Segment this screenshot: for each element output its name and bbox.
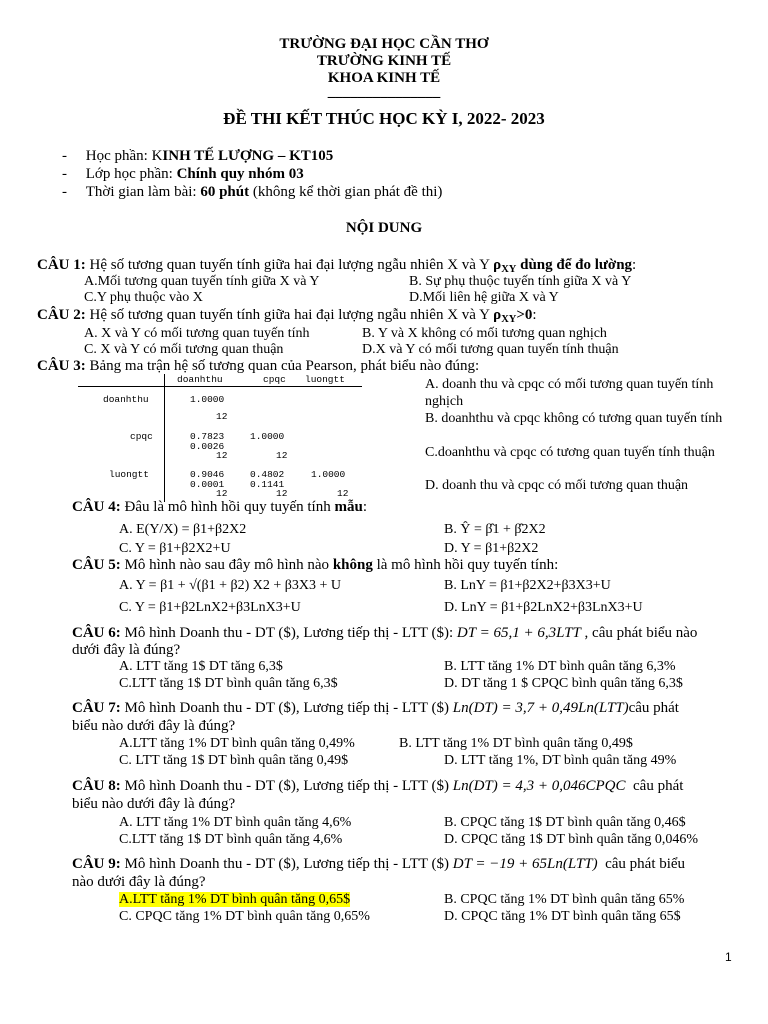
q6-option-c[interactable]: C.LTT tăng 1$ DT bình quân tăng 6,3$ xyxy=(119,676,338,691)
q9-stem: CÂU 9: Mô hình Doanh thu - DT ($), Lương tiếp thị - LTT ($) DT = −19 + 65Ln(LTT) câu phát biểu xyxy=(72,856,686,872)
q4-option-c[interactable]: C. Y = β1+β2X2+U xyxy=(119,541,231,556)
q2-option-d[interactable]: D.X và Y có mối tương quan tuyến tính thuận xyxy=(362,342,619,357)
q5-stem: CÂU 5: Mô hình nào sau đây mô hình nào không là mô hình hồi quy tuyến tính: xyxy=(72,557,559,573)
row-label-luongtt: luongtt xyxy=(109,469,149,480)
cell: 0.1141 xyxy=(250,479,285,490)
q1-option-b[interactable]: B. Sự phụ thuộc tuyến tính giữa X và Y xyxy=(409,274,632,289)
q3-option-b[interactable]: B. doanhthu và cpqc không có tương quan tuyến tính xyxy=(425,411,723,426)
q6-stem: CÂU 6: Mô hình Doanh thu - DT ($), Lương tiếp thị - LTT ($): DT = 65,1 + 6,3LTT , câu phát biểu nào xyxy=(72,625,698,641)
cell: 0.4802 xyxy=(250,469,285,480)
col-header-cpqc: cpqc xyxy=(263,374,286,385)
table-rule xyxy=(78,386,362,387)
q2-option-b[interactable]: B. Y và X không có mối tương quan nghịch xyxy=(362,326,607,341)
exam-title: ĐỀ THI KẾT THÚC HỌC KỲ I, 2022- 2023 xyxy=(223,109,545,128)
table-divider xyxy=(164,374,165,502)
q8-stem: CÂU 8: Mô hình Doanh thu - DT ($), Lương tiếp thị - LTT ($) Ln(DT) = 4,3 + 0,046CPQC câu phát xyxy=(72,778,684,794)
cell: 0.7823 xyxy=(190,431,225,442)
cell: 1.0000 xyxy=(250,431,285,442)
q6-option-d[interactable]: D. DT tăng 1 $ CPQC bình quân tăng 6,3$ xyxy=(444,676,683,691)
q1-option-c[interactable]: C.Y phụ thuộc vào X xyxy=(84,290,203,305)
q1-option-a[interactable]: A.Mối tương quan tuyến tính giữa X và Y xyxy=(84,274,320,289)
info-class: - Lớp học phần: Chính quy nhóm 03 xyxy=(62,166,304,182)
q3-option-c[interactable]: C.doanhthu và cpqc có tương quan tuyến tính thuận xyxy=(425,445,715,460)
header-rule: _______________ xyxy=(327,84,441,100)
university-name: TRƯỜNG ĐẠI HỌC CẦN THƠ xyxy=(279,36,489,52)
cell: 0.0026 xyxy=(190,441,225,452)
q9-option-a[interactable] xyxy=(119,892,350,908)
q5-option-d[interactable]: D. LnY = β1+β2LnX2+β3LnX3+U xyxy=(444,600,643,615)
q9-option-c[interactable]: C. CPQC tăng 1% DT bình quân tăng 0,65% xyxy=(119,909,370,924)
info-time: - Thời gian làm bài: 60 phút (không kể thời gian phát đề thi) xyxy=(62,184,443,200)
q6-option-b[interactable]: B. LTT tăng 1% DT bình quân tăng 6,3% xyxy=(444,659,676,674)
q6-option-a[interactable]: A. LTT tăng 1$ DT tăng 6,3$ xyxy=(119,659,283,674)
q8-formula: Ln(DT) = 4,3 + 0,046CPQC xyxy=(452,778,626,794)
col-header-luongtt: luongtt xyxy=(305,374,345,385)
q6-formula: DT = 65,1 + 6,3LTT xyxy=(456,625,581,641)
cell: 0.0001 xyxy=(190,479,225,490)
row-label-cpqc: cpqc xyxy=(130,431,153,442)
q7-option-a[interactable]: A.LTT tăng 1% DT bình quân tăng 0,49% xyxy=(119,736,355,751)
q9-option-b[interactable]: B. CPQC tăng 1% DT bình quân tăng 65% xyxy=(444,892,685,907)
cell: 12 xyxy=(276,450,288,461)
q7-formula: Ln(DT) = 3,7 + 0,49Ln(LTT) xyxy=(452,700,629,716)
q5-option-c[interactable]: C. Y = β1+β2LnX2+β3LnX3+U xyxy=(119,600,301,615)
q4-option-a[interactable]: A. E(Y/X) = β1+β2X2 xyxy=(119,522,247,537)
cell: 1.0000 xyxy=(311,469,346,480)
q2-stem: CÂU 2: Hệ số tương quan tuyến tính giữa hai đại lượng ngẫu nhiên X và Y $\rho_{XY}>0$: xyxy=(37,307,537,325)
q8-option-c[interactable]: C.LTT tăng 1$ DT bình quân tăng 4,6% xyxy=(119,832,343,847)
q5-option-b[interactable]: B. LnY = β1+β2X2+β3X3+U xyxy=(444,578,611,593)
highlighted-answer: A.LTT tăng 1% DT bình quân tăng 0,65$ xyxy=(119,892,351,907)
q9-stem-line2: nào dưới đây là đúng? xyxy=(72,874,206,890)
page-number: 1 xyxy=(725,950,732,964)
q1-stem: CÂU 1: Hệ số tương quan tuyến tính giữa hai đại lượng ngẫu nhiên X và Y $\rho_{XY}$ dùng để đo lường: xyxy=(37,257,637,275)
q8-option-b[interactable]: B. CPQC tăng 1$ DT bình quân tăng 0,46$ xyxy=(444,815,686,830)
cell: 12 xyxy=(216,488,228,499)
q7-option-d[interactable]: D. LTT tăng 1%, DT bình quân tăng 49% xyxy=(444,753,677,768)
cell: 12 xyxy=(276,488,288,499)
q3-stem: CÂU 3: Bảng ma trận hệ số tương quan của Pearson, phát biểu nào đúng: xyxy=(37,358,480,374)
q9-formula: DT = −19 + 65Ln(LTT) xyxy=(452,856,598,872)
q7-option-b[interactable]: B. LTT tăng 1% DT bình quân tăng 0,49$ xyxy=(399,736,633,751)
q5-option-a[interactable]: A. Y = β1 + √(β1 + β2) X2 + β3X3 + U xyxy=(119,578,341,593)
q3-option-d[interactable]: D. doanh thu và cpqc có mối tương quan thuận xyxy=(425,478,689,493)
q8-option-d[interactable]: D. CPQC tăng 1$ DT bình quân tăng 0,046% xyxy=(444,832,699,847)
q9-option-d[interactable]: D. CPQC tăng 1% DT bình quân tăng 65$ xyxy=(444,909,681,924)
q2-option-c[interactable]: C. X và Y có mối tương quan thuận xyxy=(84,342,284,357)
q1-option-d[interactable]: D.Mối liên hệ giữa X và Y xyxy=(409,290,559,305)
school-name: TRƯỜNG KINH TẾ xyxy=(316,53,452,69)
q6-stem-line2: dưới đây là đúng? xyxy=(72,642,181,658)
q7-stem: CÂU 7: Mô hình Doanh thu - DT ($), Lương tiếp thị - LTT ($) Ln(DT) = 3,7 + 0,49Ln(LTT)câu phát xyxy=(72,700,679,716)
cell: 0.9046 xyxy=(190,469,225,480)
q7-stem-line2: biểu nào dưới đây là đúng? xyxy=(72,718,236,734)
q2-option-a[interactable]: A. X và Y có mối tương quan tuyến tính xyxy=(84,326,310,341)
cell: 1.0000 xyxy=(190,394,225,405)
col-header-doanhthu: doanhthu xyxy=(177,374,223,385)
row-label-doanhthu: doanhthu xyxy=(103,394,149,405)
q3-option-a[interactable]: A. doanh thu và cpqc có mối tương quan tuyến tính nghịch xyxy=(425,377,714,409)
section-title: NỘI DUNG xyxy=(345,220,423,236)
cell: 12 xyxy=(337,488,349,499)
faculty-name: KHOA KINH TẾ xyxy=(327,70,441,86)
q8-option-a[interactable]: A. LTT tăng 1% DT bình quân tăng 4,6% xyxy=(119,815,352,830)
q4-stem: CÂU 4: Đâu là mô hình hồi quy tuyến tính mẫu: xyxy=(72,499,367,515)
cell: 12 xyxy=(216,411,228,422)
info-course: - Học phần: KINH TẾ LƯỢNG – KT105 xyxy=(62,148,334,164)
q4-option-d[interactable]: D. Y = β1+β2X2 xyxy=(444,541,539,556)
cell: 12 xyxy=(216,450,228,461)
q4-option-b[interactable]: B. Ŷ = β̂1 + β̂2X2 xyxy=(444,522,546,537)
q8-stem-line2: biểu nào dưới đây là đúng? xyxy=(72,796,236,812)
q7-option-c[interactable]: C. LTT tăng 1$ DT bình quân tăng 0,49$ xyxy=(119,753,349,768)
